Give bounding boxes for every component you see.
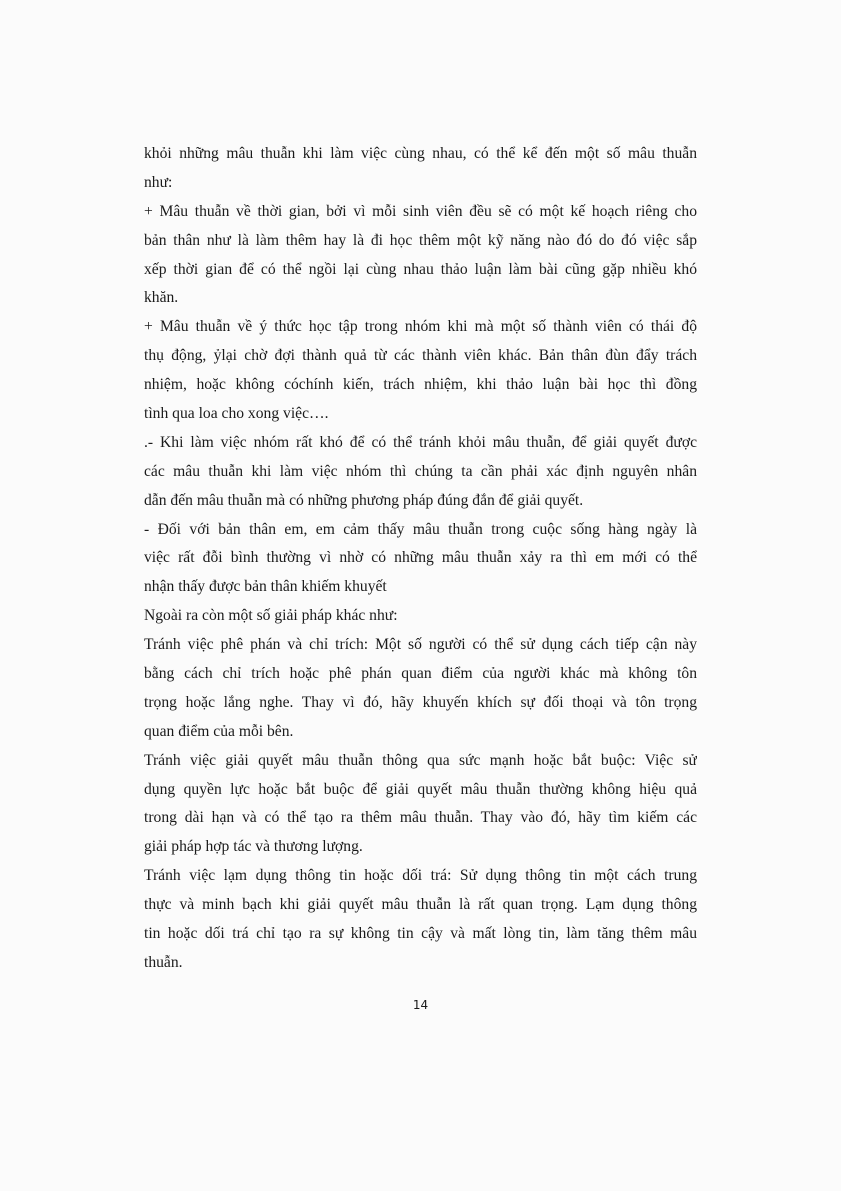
- text-line: bằng cách chỉ trích hoặc phê phán quan điểm của người khác mà không tôn: [144, 665, 697, 683]
- page-number: 14: [412, 998, 429, 1012]
- text-line: xếp thời gian để có thể ngồi lại cùng nhau thảo luận làm bài cũng gặp nhiều khó: [144, 260, 697, 278]
- text-line: trong dài hạn và có thể tạo ra thêm mâu thuẫn. Thay vào đó, hãy tìm kiếm các: [144, 809, 697, 827]
- text-line: Tránh việc phê phán và chỉ trích: Một số người có thể sử dụng cách tiếp cận này: [144, 636, 697, 654]
- body-text: [144, 140, 697, 978]
- text-line: Tránh việc giải quyết mâu thuẫn thông qua sức mạnh hoặc bắt buộc: Việc sử: [144, 751, 697, 769]
- text-line: nhận thấy được bản thân khiếm khuyết: [144, 578, 387, 596]
- text-line: - Đối với bản thân em, em cảm thấy mâu thuẫn trong cuộc sống hàng ngày là: [144, 520, 697, 538]
- text-line: + Mâu thuẫn về thời gian, bởi vì mỗi sinh viên đều sẽ có một kế hoạch riêng cho: [144, 202, 697, 220]
- text-line: nhiệm, hoặc không cóchính kiến, trách nhiệm, khi thảo luận bài học thì đồng: [144, 376, 697, 394]
- text-line: dẫn đến mâu thuẫn mà có những phương pháp đúng đắn để giải quyết.: [144, 491, 584, 509]
- text-line: thuẫn.: [144, 953, 183, 971]
- text-line: việc rất đỗi bình thường vì nhờ có những mâu thuẫn xảy ra thì em mới có thể: [144, 549, 697, 567]
- text-line: như:: [144, 173, 173, 191]
- text-line: tin hoặc dối trá chỉ tạo ra sự không tin cậy và mất lòng tin, làm tăng thêm mâu: [144, 925, 697, 943]
- text-line: .- Khi làm việc nhóm rất khó để có thể tránh khỏi mâu thuẫn, để giải quyết được: [144, 433, 697, 451]
- text-line: trọng hoặc lắng nghe. Thay vì đó, hãy khuyến khích sự đối thoại và tôn trọng: [144, 693, 697, 711]
- text-line: các mâu thuẫn khi làm việc nhóm thì chúng ta cần phải xác định nguyên nhân: [144, 462, 697, 480]
- text-line: thụ động, ỷlại chờ đợi thành quả từ các thành viên khác. Bản thân đùn đẩy trách: [144, 347, 697, 365]
- text-line: thực và minh bạch khi giải quyết mâu thuẫn là rất quan trọng. Lạm dụng thông: [144, 896, 697, 914]
- text-line: quan điểm của mỗi bên.: [144, 722, 294, 740]
- text-line: Ngoài ra còn một số giải pháp khác như:: [144, 607, 398, 625]
- text-line: khăn.: [144, 289, 179, 307]
- text-line: dụng quyền lực hoặc bắt buộc để giải quyết mâu thuẫn thường không hiệu quả: [144, 780, 697, 798]
- text-line: Tránh việc lạm dụng thông tin hoặc dối trá: Sử dụng thông tin một cách trung: [144, 867, 697, 885]
- text-line: bản thân như là làm thêm hay là đi học thêm một kỹ năng nào đó do đó việc sắp: [144, 231, 697, 249]
- text-line: tình qua loa cho xong việc….: [144, 405, 329, 423]
- text-line: + Mâu thuẫn về ý thức học tập trong nhóm khi mà một số thành viên có thái độ: [144, 318, 697, 336]
- text-line: khỏi những mâu thuẫn khi làm việc cùng nhau, có thể kể đến một số mâu thuẫn: [144, 145, 697, 162]
- text-line: giải pháp hợp tác và thương lượng.: [144, 838, 363, 856]
